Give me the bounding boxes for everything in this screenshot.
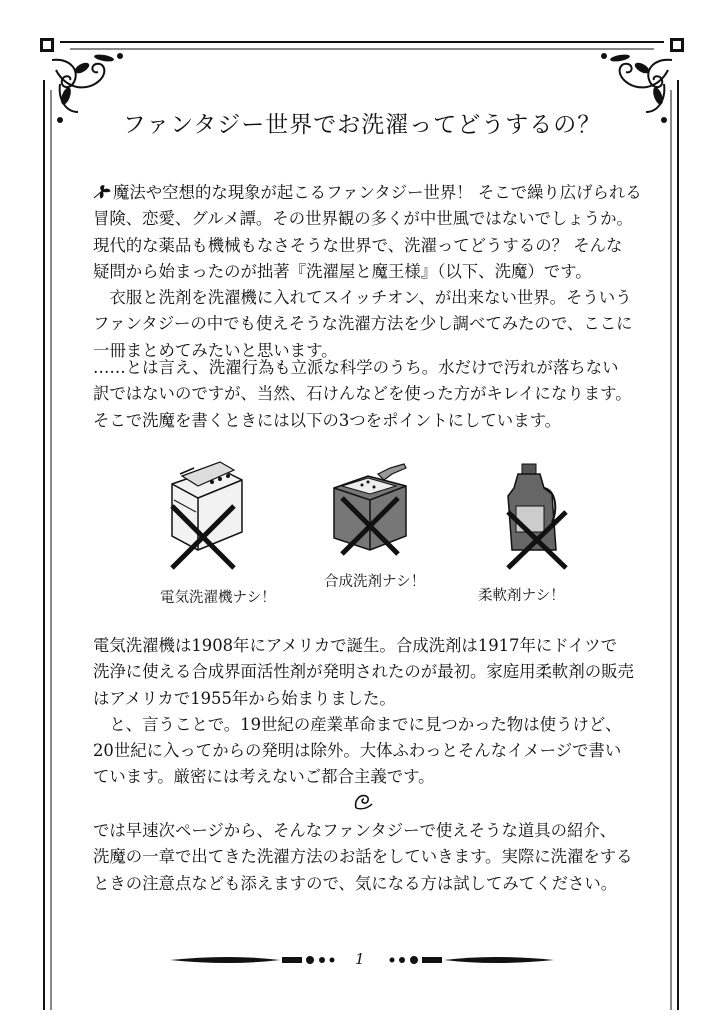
history-paragraph: 電気洗濯機は1908年にアメリカで誕生。合成洗剤は1917年にドイツで 洗浄に使える合成界面活性剤が発明されたのが最初。家庭用柔軟剤の販売 はアメリカで1955年から始まりました。 と、言うことで。19世紀の産業革命までに見つかった物は使うけど、 20世紀に入ってからの発明は除外。大体ふわっとそんなイメージで書い ています。厳密には考えないご都合主義です。	[93, 636, 634, 787]
intro-section	[93, 180, 658, 364]
flourish-icon	[352, 790, 374, 812]
leaf-bullet-icon	[93, 181, 111, 195]
history-section	[93, 633, 658, 791]
washing-machine-icon	[160, 460, 250, 575]
closing-paragraph: では早速次ページから、そんなファンタジーで使えそうな道具の紹介、 洗魔の一章で出てきた洗濯方法のお話をしていきます。実際に洗濯をする ときの注意点なども添えますので、気になる方は試してみてください。	[93, 821, 633, 893]
closing-section	[93, 818, 658, 897]
softener-caption: 柔軟剤ナシ！	[478, 588, 565, 604]
detergent-box-icon	[328, 458, 418, 568]
science-section	[93, 355, 658, 434]
softener-bottle-icon	[500, 460, 580, 575]
page-number: 1	[355, 950, 365, 968]
page-title: ファンタジー世界でお洗濯ってどうするの？	[122, 112, 602, 138]
intro-paragraph: 魔法や空想的な現象が起こるファンタジー世界！ そこで繰り広げられる 冒険、恋愛、グルメ譚。その世界観の多くが中世風ではないでしょうか。 現代的な薬品も機械もなさそうな世界で、洗濯ってどうするの？ そんな 疑問から始まったのが拙著『洗濯屋と魔王様』（以下、洗魔）です。 衣服と洗剤を洗濯機に入れてスイッチオン、が出来ない世界。そういう ファンタジーの中でも使えそうな洗濯方法を少し調べてみたので、ここに 一冊まとめてみたいと思います。	[93, 183, 642, 360]
softener-illustration	[500, 460, 580, 575]
science-paragraph: ……とは言え、洗濯行為も立派な科学のうち。水だけで汚れが落ちない 訳ではないのですが、当然、石けんなどを使った方がキレイになります。 そこで洗魔を書くときには以下の3つをポイントにしています。	[93, 358, 632, 430]
washer-caption: 電気洗濯機ナシ！	[160, 590, 276, 606]
washing-machine-illustration	[160, 460, 250, 575]
detergent-caption: 合成洗剤ナシ！	[324, 574, 426, 590]
detergent-illustration	[328, 458, 418, 568]
